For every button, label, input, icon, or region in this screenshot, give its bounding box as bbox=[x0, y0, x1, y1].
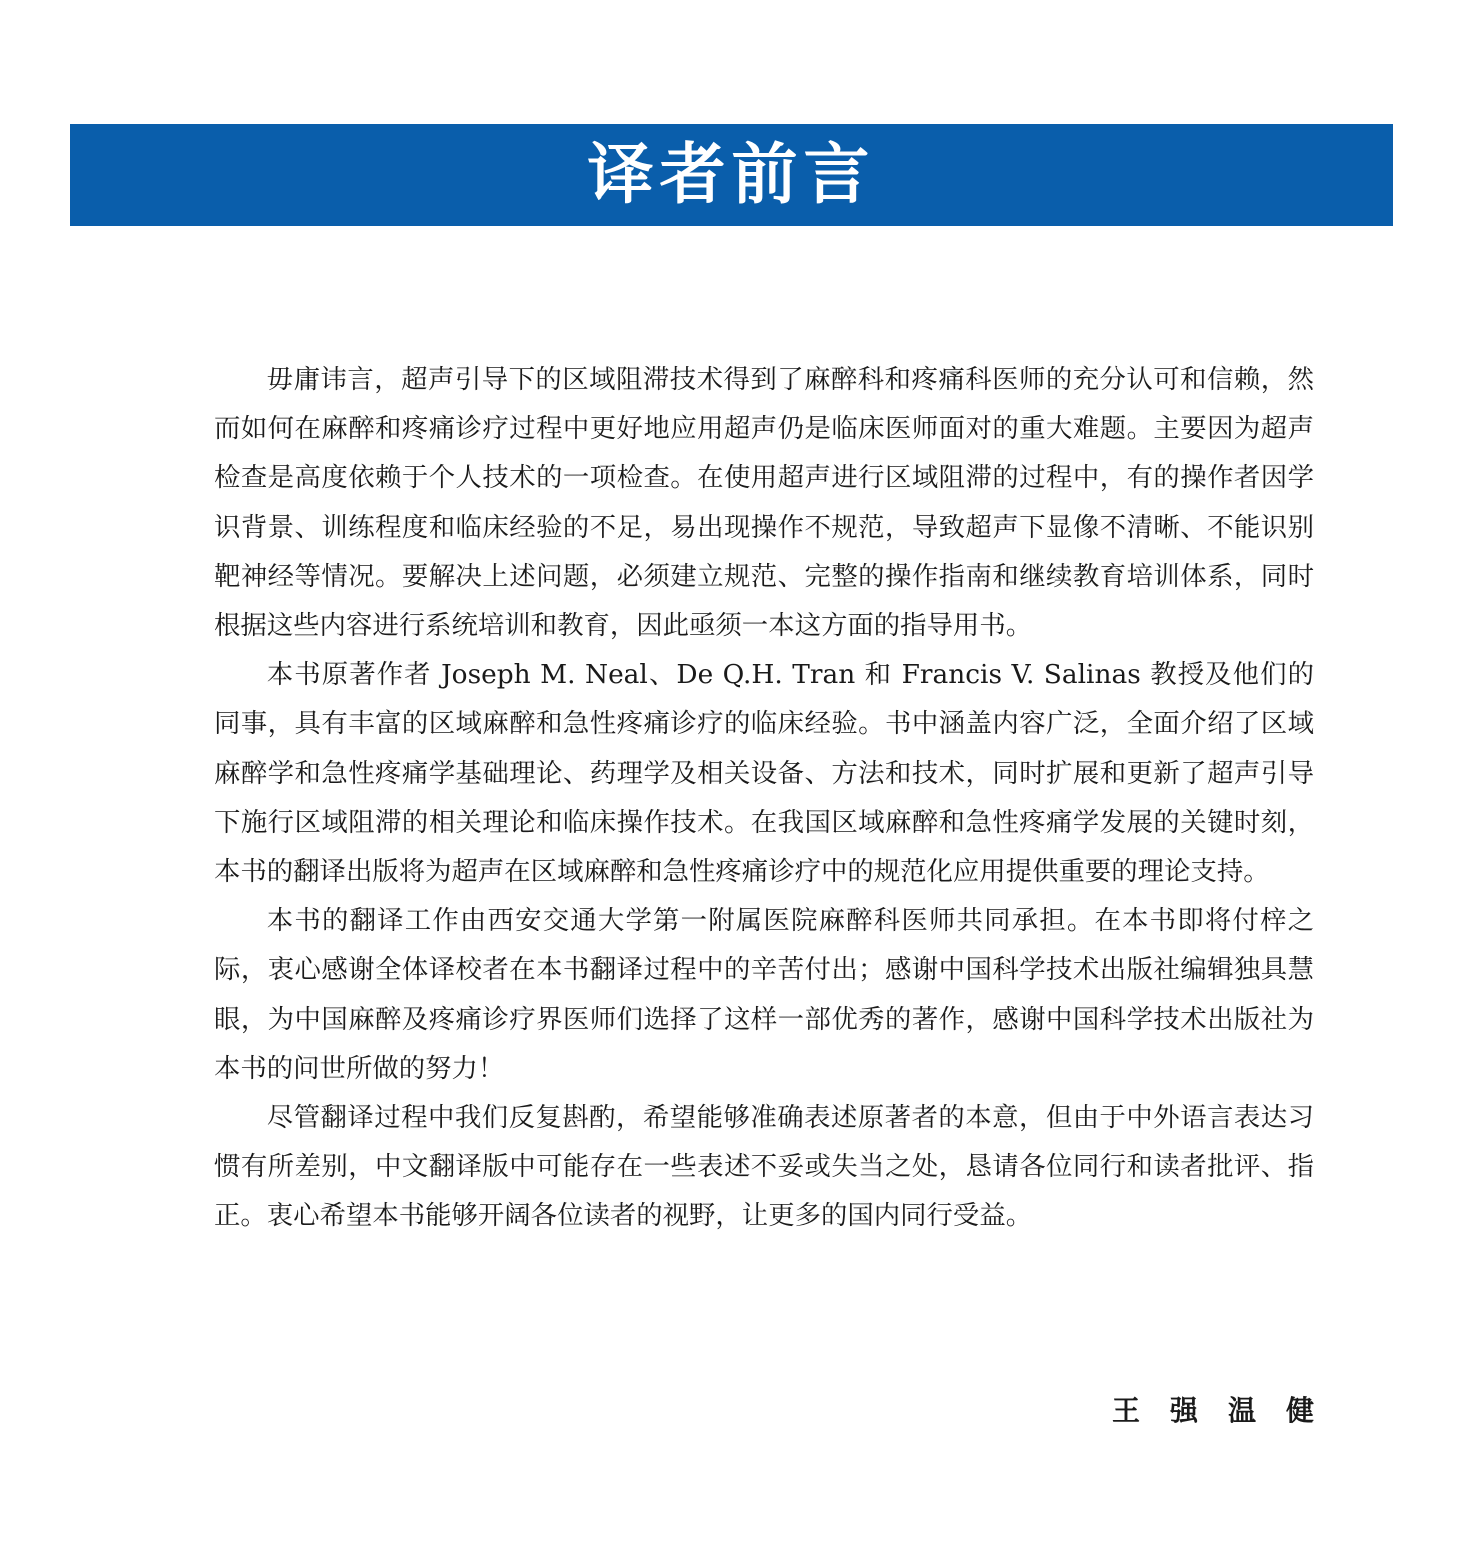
preface-body bbox=[214, 355, 1314, 1241]
title-banner bbox=[70, 124, 1393, 226]
page-title: 译者前言 bbox=[587, 136, 876, 213]
translator-signature: 王强温健 bbox=[1111, 1394, 1344, 1427]
paragraph-4: 尽管翻译过程中我们反复斟酌，希望能够准确表述原著者的本意，但由于中外语言表达习惯有所差别，中文翻译版中可能存在一些表述不妥或失当之处，恳请各位同行和读者批评、指正。衷心希望本书能够开阔各位读者的视野，让更多的国内同行受益。 bbox=[214, 1102, 1314, 1232]
paragraph-3: 本书的翻译工作由西安交通大学第一附属医院麻醉科医师共同承担。在本书即将付梓之际，衷心感谢全体译校者在本书翻译过程中的辛苦付出；感谢中国科学技术出版社编辑独具慧眼，为中国麻醉及疼痛诊疗界医师们选择了这样一部优秀的著作，感谢中国科学技术出版社为本书的问世所做的努力！ bbox=[214, 905, 1314, 1084]
paragraph-2: 本书原著作者 Joseph M. Neal、De Q.H. Tran 和 Francis V. Salinas 教授及他们的同事，具有丰富的区域麻醉和急性疼痛诊疗的临床经验。书中涵盖内容广泛，全面介绍了区域麻醉学和急性疼痛学基础理论、药理学及相关设备、方法和技术，同时扩展和更新了超声引导下施行区域阻滞的相关理论和临床操作技术。在我国区域麻醉和急性疼痛学发展的关键时刻，本书的翻译出版将为超声在区域麻醉和急性疼痛诊疗中的规范化应用提供重要的理论支持。 bbox=[214, 659, 1314, 888]
paragraph-1: 毋庸讳言，超声引导下的区域阻滞技术得到了麻醉科和疼痛科医师的充分认可和信赖，然而如何在麻醉和疼痛诊疗过程中更好地应用超声仍是临床医师面对的重大难题。主要因为超声检查是高度依赖于个人技术的一项检查。在使用超声进行区域阻滞的过程中，有的操作者因学识背景、训练程度和临床经验的不足，易出现操作不规范，导致超声下显像不清晰、不能识别靶神经等情况。要解决上述问题，必须建立规范、完整的操作指南和继续教育培训体系，同时根据这些内容进行系统培训和教育，因此亟须一本这方面的指导用书。 bbox=[214, 364, 1314, 642]
